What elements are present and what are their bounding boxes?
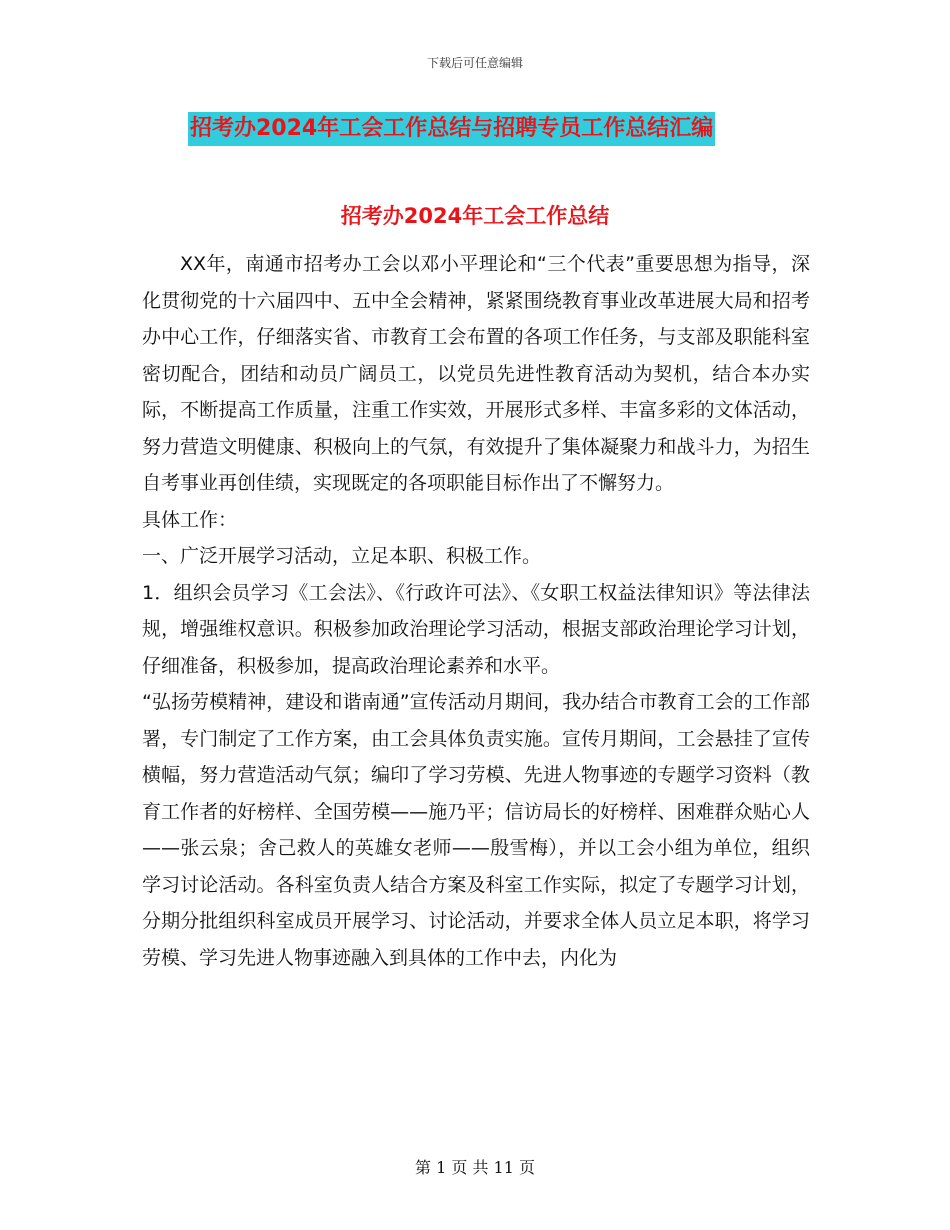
document-body [142,246,810,976]
header-note: 下载后可任意编辑 [426,56,523,70]
paragraph-campaign: “弘扬劳模精神，建设和谐南通”宣传活动月期间，我办结合市教育工会的工作部署，专门制定了工作方案，由工会具体负责实施。宣传月期间，工会悬挂了宣传横幅，努力营造活动气氛；编印了学习劳模、先进人物事迹的专题学习资料（教育工作者的好榜样、全国劳模——施乃平；信访局长的好榜样、困难群众贴心人——张云泉；舍己救人的英雄女老师——殷雪梅），并以工会小组为单位，组织学习讨论活动。各科室负责人结合方案及科室工作实际，拟定了专题学习计划，分期分批组织科室成员开展学习、讨论活动，并要求全体人员立足本职，将学习劳模、学习先进人物事迹融入到具体的工作中去，内化为 [142,691,810,969]
section-title: 招考办2024年工会工作总结 [340,204,610,228]
page-footer: 第 1 页 共 11 页 [415,1158,535,1177]
paragraph-heading-specific-work: 具体工作： [142,508,238,531]
paragraph-heading-section-one: 一、广泛开展学习活动，立足本职、积极工作。 [142,545,542,567]
paragraph-intro: XX年，南通市招考办工会以邓小平理论和“三个代表”重要思想为指导，深化贯彻党的十六届四中、五中全会精神，紧紧围绕教育事业改革进展大局和招考办中心工作，仔细落实省、市教育工会布置的各项工作任务，与支部及职能科室密切配合，团结和动员广阔员工，以党员先进性教育活动为契机，结合本办实际，不断提高工作质量，注重工作实效，开展形式多样、丰富多彩的文体活动，努力营造文明健康、积极向上的气氛，有效提升了集体凝聚力和战斗力，为招生自考事业再创佳绩，实现既定的各项职能目标作出了不懈努力。 [142,253,810,494]
paragraph-item-one: 1．组织会员学习《工会法》、《行政许可法》、《女职工权益法律知识》等法律法规，增强维权意识。积极参加政治理论学习活动，根据支部政治理论学习计划，仔细准备，积极参加，提高政治理论素养和水平。 [142,581,810,677]
document-main-title: 招考办2024年工会工作总结与招聘专员工作总结汇编 [188,112,715,146]
